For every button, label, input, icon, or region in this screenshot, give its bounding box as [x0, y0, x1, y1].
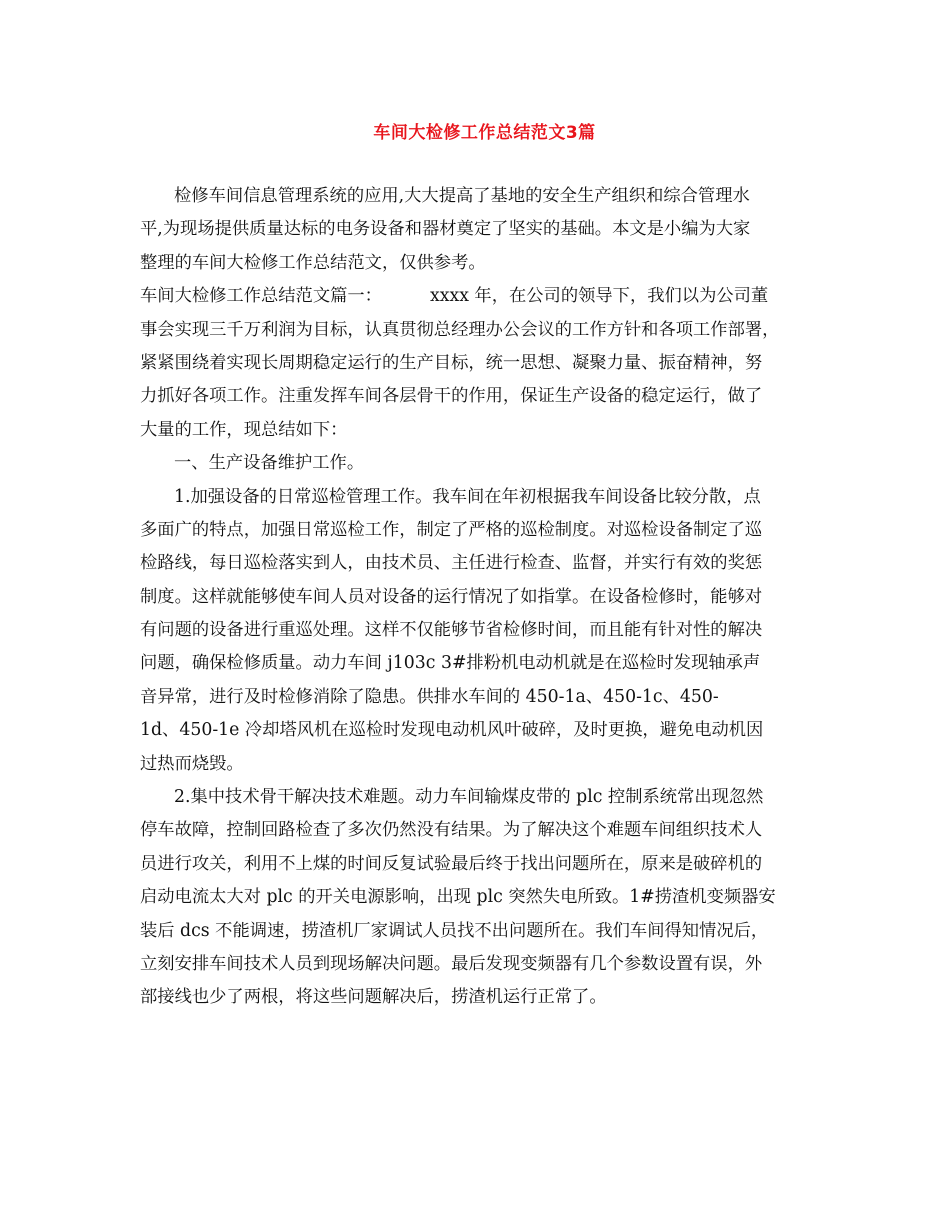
paragraph-line: 多面广的特点，加强日常巡检工作，制定了严格的巡检制度。对巡检设备制定了巡 — [140, 519, 763, 540]
document-page — [140, 118, 815, 1015]
paragraph-line: 有问题的设备进行重巡处理。这样不仅能够节省检修时间，而且能有针对性的解决 — [140, 620, 763, 641]
paragraph-line: 问题，确保检修质量。动力车间 j103c 3#排粉机电动机就是在巡检时发现轴承声 — [140, 653, 761, 674]
paragraph-line: 部接线也少了两根，将这些问题解决后，捞渣机运行正常了。 — [140, 987, 607, 1008]
paragraph-line: 检路线，每日巡检落实到人，由技术员、主任进行检查、监督，并实行有效的奖惩 — [140, 553, 763, 574]
paragraph-line: 力抓好各项工作。注重发挥车间各层骨干的作用，保证生产设备的稳定运行，做了 — [140, 386, 763, 407]
paragraph-line: 员进行攻关，利用不上煤的时间反复试验最后终于找出问题所在，原来是破碎机的 — [140, 853, 763, 874]
section-heading-tail: xxxx 年，在公司的领导下，我们以为公司董 — [429, 286, 769, 307]
paragraph-line: 2.集中技术骨干解决技术难题。动力车间输煤皮带的 plc 控制系统常出现忽然 — [174, 787, 764, 808]
paragraph-line: 停车故障，控制回路检查了多次仍然没有结果。为了解决这个难题车间组织技术人 — [140, 820, 763, 841]
paragraph-line: 1d、450-1e 冷却塔风机在巡检时发现电动机风叶破碎，及时更换，避免电动机因 — [140, 720, 764, 741]
paragraph-line: 制度。这样就能够使车间人员对设备的运行情况了如指掌。在设备检修时，能够对 — [140, 586, 763, 607]
paragraph-line: 音异常，进行及时检修消除了隐患。供排水车间的 450-1a、450-1c、450- — [140, 686, 719, 707]
paragraph-line: 紧紧围绕着实现长周期稳定运行的生产目标，统一思想、凝聚力量、振奋精神，努 — [140, 352, 763, 373]
section-heading-text: 车间大检修工作总结范文篇一： — [140, 286, 382, 307]
paragraph-line: 大量的工作，现总结如下： — [140, 419, 348, 440]
paragraph-line-heading — [140, 280, 815, 313]
paragraph-line: 检修车间信息管理系统的应用,大大提高了基地的安全生产组织和综合管理水 — [174, 186, 750, 206]
paragraph-line: 一、生产设备维护工作。 — [174, 453, 365, 474]
paragraph-line: 平,为现场提供质量达标的电务设备和器材奠定了坚实的基础。本文是小编为大家 — [140, 219, 751, 240]
paragraph-line: 启动电流太大对 plc 的开关电源影响，出现 plc 突然失电所致。1#捞渣机变频器安 — [140, 887, 776, 908]
document-title: 车间大检修工作总结范文3篇 — [373, 123, 596, 143]
paragraph-line: 整理的车间大检修工作总结范文，仅供参考。 — [140, 252, 486, 273]
paragraph-line: 立刻安排车间技术人员到现场解决问题。最后发现变频器有几个参数设置有误，外 — [140, 953, 763, 974]
paragraph-line: 1.加强设备的日常巡检管理工作。我车间在年初根据我车间设备比较分散，点 — [174, 486, 761, 507]
paragraph-line: 事会实现三千万利润为目标，认真贯彻总经理办公会议的工作方针和各项工作部署， — [140, 319, 780, 340]
paragraph-line: 装后 dcs 不能调速，捞渣机厂家调试人员找不出问题所在。我们车间得知情况后， — [140, 920, 769, 941]
paragraph-line: 过热而烧毁。 — [140, 753, 244, 774]
